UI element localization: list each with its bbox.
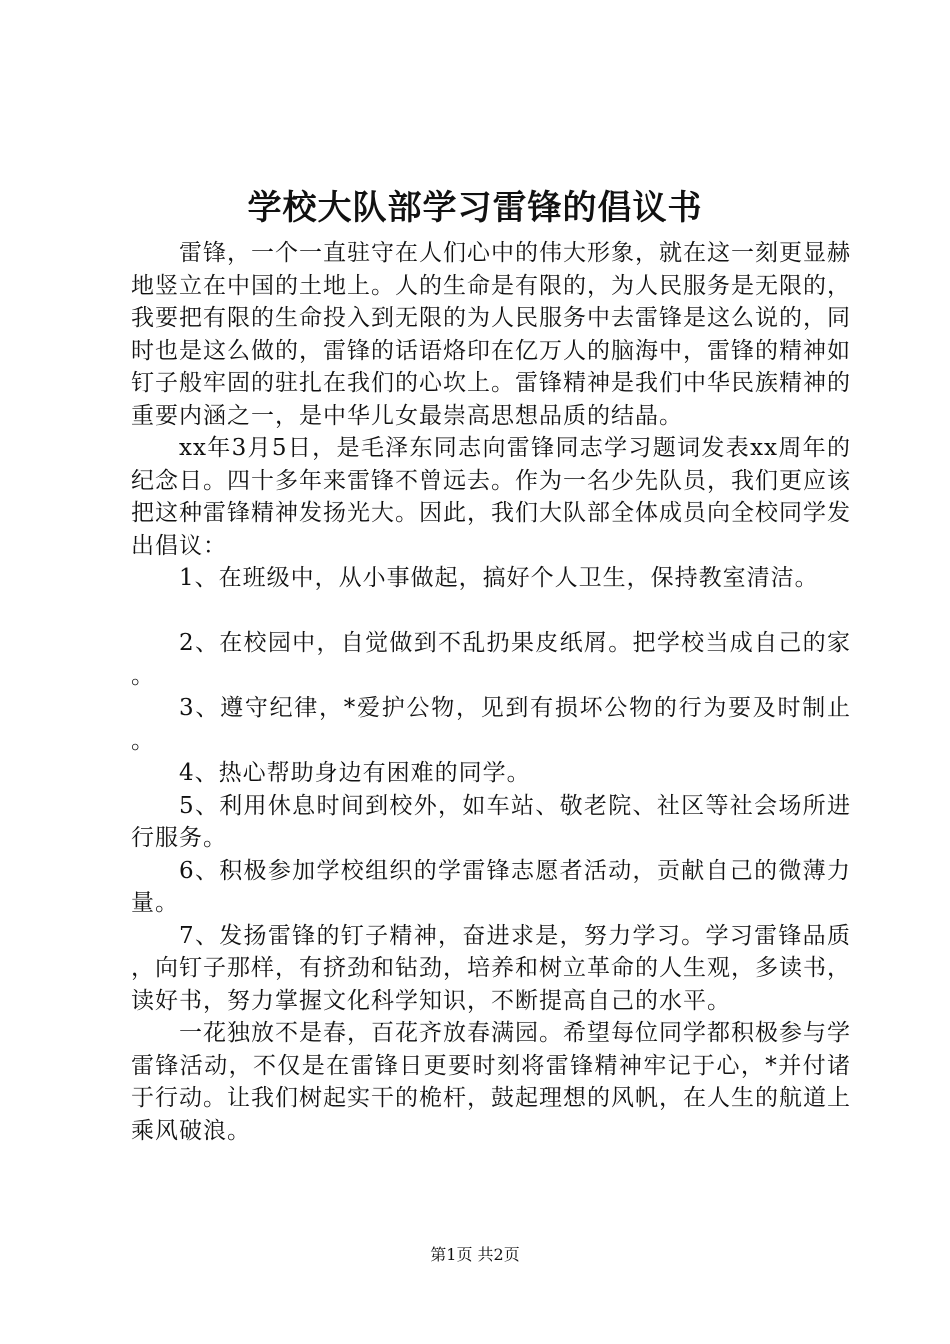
proposal-item-1: 1、在班级中，从小事做起，搞好个人卫生，保持教室清洁。 [179, 565, 819, 591]
proposal-item-4: 4、热心帮助身边有困难的同学。 [179, 760, 531, 786]
proposal-item-2: 2、在校园中，自觉做到不乱扔果皮纸屑。把学校当成自己的家。 [131, 630, 851, 689]
document-title: 学校大队部学习雷锋的倡议书 [247, 188, 703, 228]
paragraph-closing: 一花独放不是春，百花齐放春满园。希望每位同学都积极参与学雷锋活动，不仅是在雷锋日更要时刻将雷锋精神牢记于心，*并付诸于行动。让我们树起实干的桅杆，鼓起理想的风帆，在人生的航道上乘风破浪。 [131, 1020, 851, 1144]
paragraph-intro: 雷锋，一个一直驻守在人们心中的伟大形象，就在这一刻更显赫地竖立在中国的土地上。人的生命是有限的，为人民服务是无限的，我要把有限的生命投入到无限的为人民服务中去雷锋是这么说的，同时也是这么做的，雷锋的话语烙印在亿万人的脑海中，雷锋的精神如钉子般牢固的驻扎在我们的心坎上。雷锋精神是我们中华民族精神的重要内涵之一，是中华儿女最崇高思想品质的结晶。 [131, 240, 851, 429]
proposal-item-3: 3、遵守纪律，*爱护公物，见到有损坏公物的行为要及时制止。 [131, 695, 851, 754]
page-number-footer: 第1页 共2页 [430, 1245, 520, 1264]
paragraph-anniversary: xx年3月5日，是毛泽东同志向雷锋同志学习题词发表xx周年的纪念日。四十多年来雷锋不曾远去。作为一名少先队员，我们更应该把这种雷锋精神发扬光大。因此，我们大队部全体成员向全校同学发出倡议： [131, 435, 851, 559]
proposal-item-6: 6、积极参加学校组织的学雷锋志愿者活动，贡献自己的微薄力量。 [131, 857, 851, 916]
proposal-item-7: 7、发扬雷锋的钉子精神，奋进求是，努力学习。学习雷锋品质，向钉子那样，有挤劲和钻劲，培养和树立革命的人生观，多读书，读好书，努力掌握文化科学知识，不断提高自己的水平。 [131, 922, 851, 1014]
document-body [131, 237, 851, 1147]
proposal-item-5: 5、利用休息时间到校外，如车站、敬老院、社区等社会场所进行服务。 [131, 792, 851, 851]
